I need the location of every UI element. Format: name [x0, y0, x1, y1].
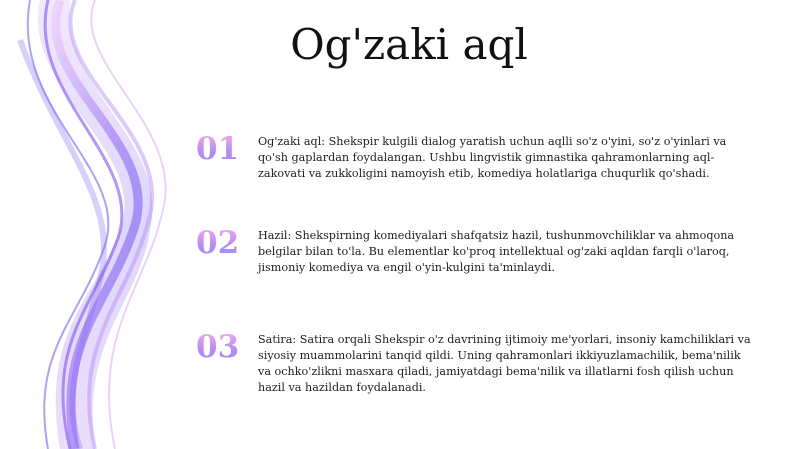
list-item-03: [196, 329, 756, 396]
item-text: Hazil: Shekspirning komediyalari shafqatsiz hazil, tushunmovchiliklar va ahmoqona belgilar bilan to'la. Bu elementlar ko'proq intellektual og'zaki aqldan farqli o'laroq, jismoniy komediya va engil o'yin-kulgini ta'minlaydi.: [258, 229, 735, 274]
item-text: Satira: Satira orqali Shekspir o'z davrining ijtimoiy me'yorlari, insoniy kamchiliklari va siyosiy muammolarini tanqid qildi. Uning qahramonlari ikkiyuzlamachilik, bema'nilik va ochko'zlikni masxara qiladi, jamiyatdagi bema'nilik va illatlarni fosh qilish uchun hazil va hazildan foydalanadi.: [258, 333, 751, 394]
item-text: Og'zaki aql: Shekspir kulgili dialog yaratish uchun aqlli so'z o'yini, so'z o'yinlari va qo'sh gaplardan foydalangan. Ushbu lingvistik gimnastika qahramonlarning aql-zakovati va zukkoligini namoyish etib, komediya holatlariga chuqurlik qo'shadi.: [258, 135, 727, 180]
item-number: 03: [196, 332, 258, 363]
list-item-02: [196, 225, 756, 276]
item-number: 02: [196, 228, 258, 259]
slide-title: Og'zaki aql: [290, 20, 528, 69]
list-item-01: [196, 131, 756, 182]
item-number: 01: [196, 134, 258, 165]
